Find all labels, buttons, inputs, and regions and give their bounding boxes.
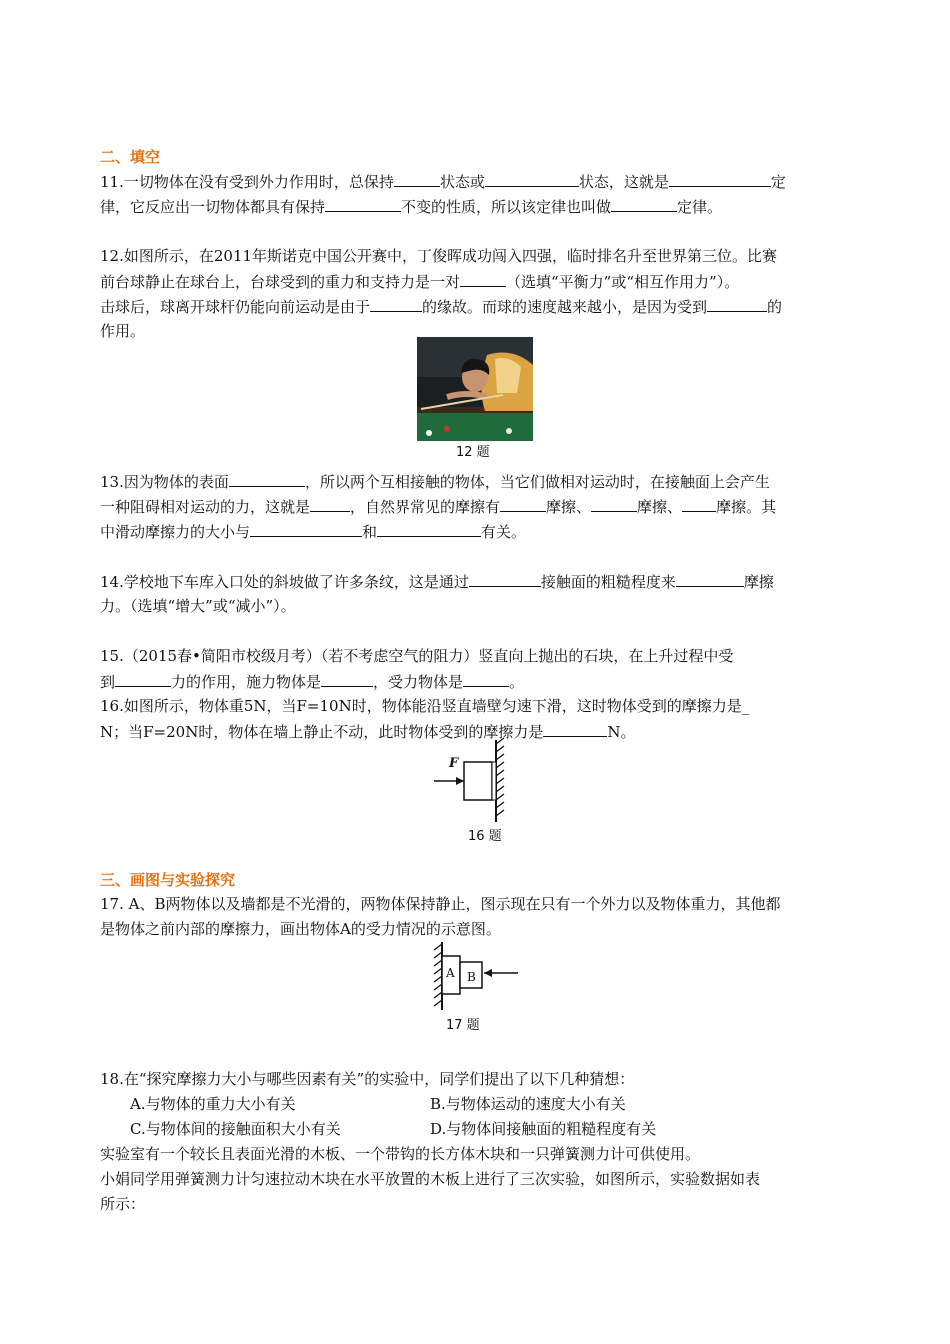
- q16-line-2: N；当F=20N时，物体在墙上静止不动，此时物体受到的摩擦力是 N。: [100, 723, 636, 741]
- q17-line-1: 17. A、B两物体以及墙都是不光滑的，两物体保持静止，图示现在只有一个外力以及物体重力，其他都: [100, 895, 781, 913]
- answer-blank[interactable]: [669, 171, 771, 187]
- answer-blank[interactable]: [485, 171, 579, 187]
- answer-blank[interactable]: [370, 296, 422, 312]
- answer-blank[interactable]: [469, 571, 541, 587]
- answer-blank[interactable]: [460, 271, 506, 287]
- q13-line-2: 一种阻碍相对运动的力，这就是 ，自然界常见的摩擦有 摩擦、 摩擦、 摩擦。其: [100, 498, 777, 516]
- answer-blank[interactable]: [321, 671, 373, 687]
- q14-line-1: 14.学校地下车库入口处的斜坡做了许多条纹，这是通过 接触面的粗糙程度来 摩擦: [100, 573, 774, 591]
- answer-blank[interactable]: [500, 496, 546, 512]
- answer-blank[interactable]: [377, 521, 481, 537]
- q14-line-2: 力。（选填“增大”或“减小”）。: [100, 597, 296, 615]
- q15-line-1: 15.（2015春•简阳市校级月考）（若不考虑空气的阻力）竖直向上抛出的石块，在上升过程中受: [100, 647, 734, 665]
- q12-line-4: 作用。: [100, 322, 146, 340]
- q18-option-b: B.与物体运动的速度大小有关: [430, 1095, 626, 1113]
- q18-line-6: 所示：: [100, 1195, 146, 1213]
- answer-blank[interactable]: [707, 296, 767, 312]
- block-b-label: B: [467, 970, 476, 984]
- section-heading-fill-in: 二、填空: [100, 148, 161, 166]
- q18-line-1: 18.在“探究摩擦力大小与哪些因素有关”的实验中，同学们提出了以下几种猜想：: [100, 1070, 635, 1088]
- answer-blank[interactable]: [543, 721, 607, 737]
- q15-line-2: 到 力的作用，施力物体是 ，受力物体是 。: [100, 673, 525, 691]
- snooker-photo: [417, 337, 533, 441]
- q18-option-c: C.与物体间的接触面积大小有关: [130, 1120, 341, 1138]
- figure-caption-17: 17 题: [446, 1018, 480, 1033]
- answer-blank[interactable]: [310, 496, 350, 512]
- figure-caption-16: 16 题: [468, 829, 502, 844]
- q18-option-a: A.与物体的重力大小有关: [130, 1095, 296, 1113]
- q11-line-1: 11.一切物体在没有受到外力作用时，总保持 状态或 状态，这就是 定: [100, 173, 786, 191]
- answer-blank[interactable]: [115, 671, 171, 687]
- figure-caption-12: 12 题: [456, 445, 490, 460]
- answer-blank[interactable]: [611, 196, 677, 212]
- q18-line-4: 实验室有一个较长且表面光滑的木板、一个带钩的长方体木块和一只弹簧测力计可供使用。: [100, 1145, 701, 1163]
- answer-blank[interactable]: [229, 471, 305, 487]
- answer-blank[interactable]: [682, 496, 716, 512]
- force-label: F: [449, 756, 459, 771]
- q18-line-5: 小娟同学用弹簧测力计匀速拉动木块在水平放置的木板上进行了三次实验，如图所示，实验数据如表: [100, 1170, 761, 1188]
- answer-blank[interactable]: [325, 196, 401, 212]
- q18-option-d: D.与物体间接触面的粗糙程度有关: [430, 1120, 657, 1138]
- q17-line-2: 是物体之前内部的摩擦力，画出物体A的受力情况的示意图。: [100, 920, 501, 938]
- q16-line-1: 16.如图所示，物体重5N，当F=10N时，物体能沿竖直墙壁匀速下滑，这时物体受到的摩擦力是_: [100, 697, 750, 715]
- q13-line-1: 13.因为物体的表面 ，所以两个互相接触的物体，当它们做相对运动时，在接触面上会产生: [100, 473, 770, 491]
- q12-line-1: 12.如图所示，在2011年斯诺克中国公开赛中，丁俊晖成功闯入四强，临时排名升至世界第三位。比赛: [100, 247, 778, 265]
- answer-blank[interactable]: [394, 171, 440, 187]
- block-a-label: A: [446, 966, 455, 980]
- section-heading-drawing-experiment: 三、画图与实验探究: [100, 871, 236, 889]
- wall-block-diagram-16: [430, 738, 520, 824]
- answer-blank[interactable]: [250, 521, 362, 537]
- q12-line-3: 击球后，球离开球杆仍能向前运动是由于 的缘故。而球的速度越来越小，是因为受到 的: [100, 298, 783, 316]
- answer-blank[interactable]: [463, 671, 509, 687]
- answer-blank[interactable]: [591, 496, 637, 512]
- answer-blank[interactable]: [676, 571, 744, 587]
- q11-line-2: 律，它反应出一切物体都具有保持 不变的性质，所以该定律也叫做 定律。: [100, 198, 723, 216]
- q12-line-2: 前台球静止在球台上，台球受到的重力和支持力是一对 （选填“平衡力”或“相互作用力”）。: [100, 273, 740, 291]
- q13-line-3: 中滑动摩擦力的大小与 和 有关。: [100, 523, 527, 541]
